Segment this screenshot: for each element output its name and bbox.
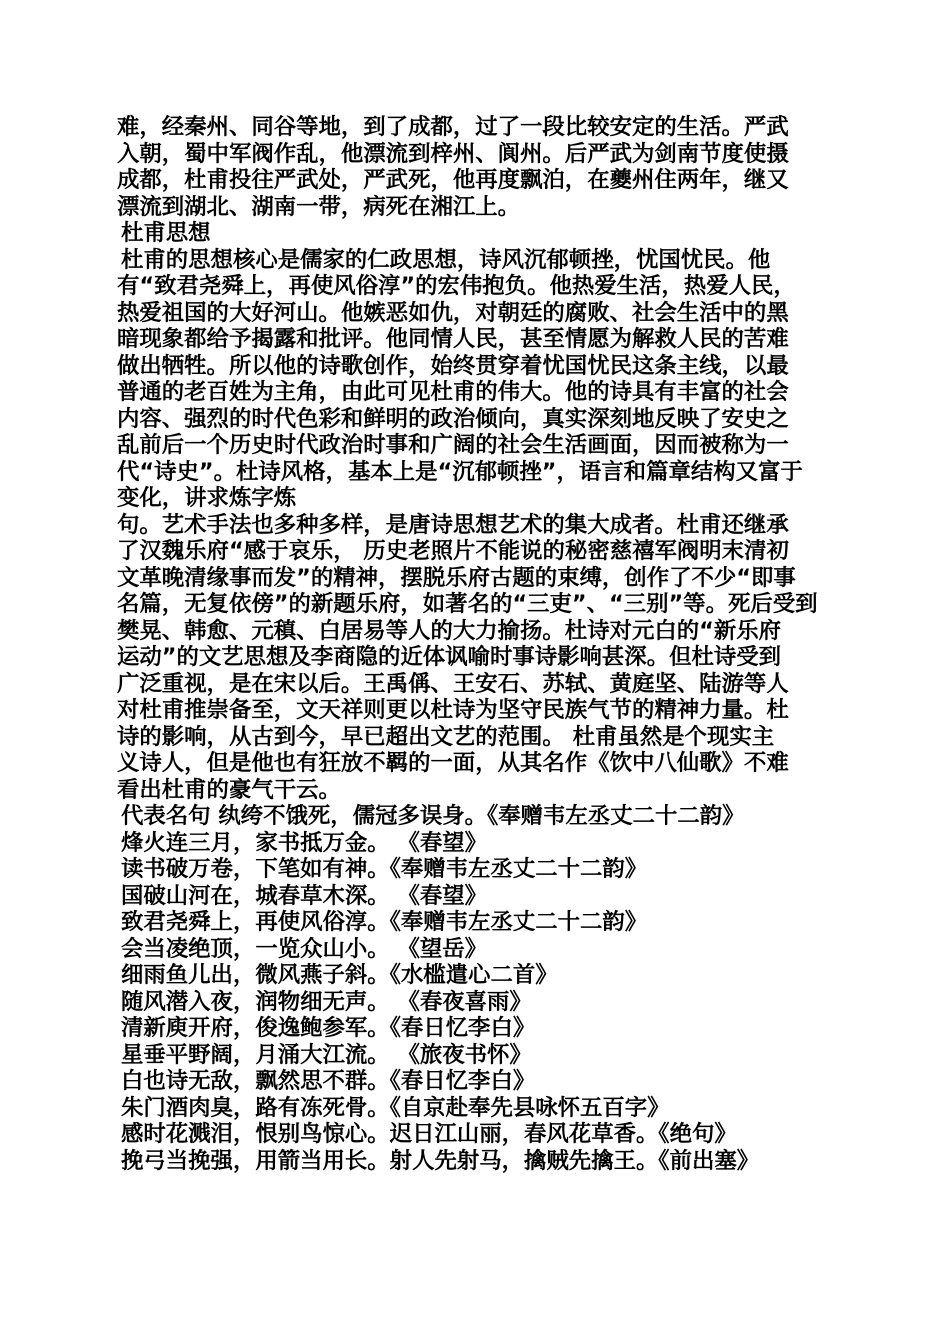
text-line: 难，经秦州、同谷等地，到了成都，过了一段比较安定的生活。严武 <box>117 114 789 140</box>
text-line: 对杜甫推崇备至，文天祥则更以杜诗为坚守民族气节的精神力量。杜 <box>117 697 789 723</box>
text-line: 普通的老百姓为主角，由此可见杜甫的伟大。他的诗具有丰富的社会 <box>117 379 789 405</box>
text-line: 细雨鱼儿出，微风燕子斜。《水槛遣心二首》 <box>121 962 558 988</box>
text-line: 代“诗史”。杜诗风格，基本上是“沉郁顿挫”，语言和篇章结构又富于 <box>117 458 803 485</box>
text-line: 乱前后一个历史时代政治时事和广阔的社会生活画面，因而被称为一 <box>117 432 789 458</box>
text-line: 樊晃、韩愈、元稹、白居易等人的大力揄扬。杜诗对元白的“新乐府 <box>117 617 782 644</box>
text-line: 挽弓当挽强，用箭当用长。射人先射马，擒贼先擒王。《前出塞》 <box>121 1147 760 1174</box>
text-line: 了汉魏乐府“感于哀乐， 历史老照片不能说的秘密慈禧军阀明末清初 <box>117 538 789 564</box>
text-line: 杜甫的思想核心是儒家的仁政思想，诗风沉郁顿挫，忧国忧民。他 <box>121 246 771 273</box>
text-line: 国破山河在，城春草木深。 《春望》 <box>121 882 488 909</box>
text-line: 变化，讲求炼字炼 <box>117 485 297 511</box>
text-line: 杜甫思想 <box>121 220 211 246</box>
text-line: 白也诗无敌，飘然思不群。《春日忆李白》 <box>121 1068 536 1094</box>
text-line: 漂流到湖北、湖南一带，病死在湘江上。 <box>117 193 521 220</box>
text-line: 代表名句 纨绔不饿死，儒冠多误身。《奉赠韦左丞丈二十二韵》 <box>121 803 745 829</box>
text-line: 感时花溅泪，恨别鸟惊心。迟日江山丽，春风花草香。《绝句》 <box>121 1121 737 1147</box>
text-line: 星垂平野阔，月涌大江流。 《旅夜书怀》 <box>121 1041 532 1068</box>
text-line: 清新庾开府，俊逸鲍参军。《春日忆李白》 <box>121 1015 536 1041</box>
text-line: 读书破万卷，下笔如有神。《奉赠韦左丞丈二十二韵》 <box>121 856 648 882</box>
text-line: 文革晚清缘事而发”的精神，摆脱乐府古题的束缚，创作了不少“即事 <box>117 564 796 591</box>
text-line: 烽火连三月，家书抵万金。 《春望》 <box>121 829 488 856</box>
text-line: 义诗人，但是他也有狂放不羁的一面，从其名作《饮中八仙歌》不难 <box>117 750 789 776</box>
text-line: 运动”的文艺思想及李商隐的近体讽喻时事诗影响甚深。但杜诗受到 <box>117 644 782 670</box>
text-line: 会当凌绝顶，一览众山小。 《望岳》 <box>121 935 488 962</box>
text-line: 朱门酒肉臭，路有冻死骨。《自京赴奉先县咏怀五百字》 <box>121 1094 670 1121</box>
text-line: 广泛重视，是在宋以后。王禹偁、王安石、苏轼、黄庭坚、陆游等人 <box>117 670 789 697</box>
text-line: 做出牺牲。所以他的诗歌创作，始终贯穿着忧国忧民这条主线，以最 <box>117 352 789 379</box>
text-line: 成都，杜甫投往严武处，严武死，他再度飘泊，在夔州住两年，继又 <box>117 167 789 193</box>
text-line: 看出杜甫的豪气干云。 <box>117 776 341 803</box>
text-line: 热爱祖国的大好河山。他嫉恶如仇，对朝廷的腐败、社会生活中的黑 <box>117 299 789 326</box>
text-line: 有“致君尧舜上，再使风俗淳”的宏伟抱负。他热爱生活，热爱人民， <box>117 273 796 299</box>
text-line: 句。艺术手法也多种多样，是唐诗思想艺术的集大成者。杜甫还继承 <box>117 511 789 538</box>
document-page <box>117 114 839 1174</box>
text-line: 名篇，无复依傍”的新题乐府，如著名的“三吏”、“三别”等。死后受到 <box>117 591 818 617</box>
text-line: 入朝，蜀中军阀作乱，他漂流到梓州、阆州。后严武为剑南节度使摄 <box>117 140 789 167</box>
text-line: 内容、强烈的时代色彩和鲜明的政治倾向，真实深刻地反映了安史之 <box>117 405 789 432</box>
text-line: 诗的影响，从古到今，早已超出文艺的范围。 杜甫虽然是个现实主 <box>117 723 775 750</box>
text-line: 暗现象都给予揭露和批评。他同情人民，甚至情愿为解救人民的苦难 <box>117 326 789 352</box>
text-line: 致君尧舜上，再使风俗淳。《奉赠韦左丞丈二十二韵》 <box>121 909 648 935</box>
text-line: 随风潜入夜，润物细无声。 《春夜喜雨》 <box>121 988 532 1015</box>
